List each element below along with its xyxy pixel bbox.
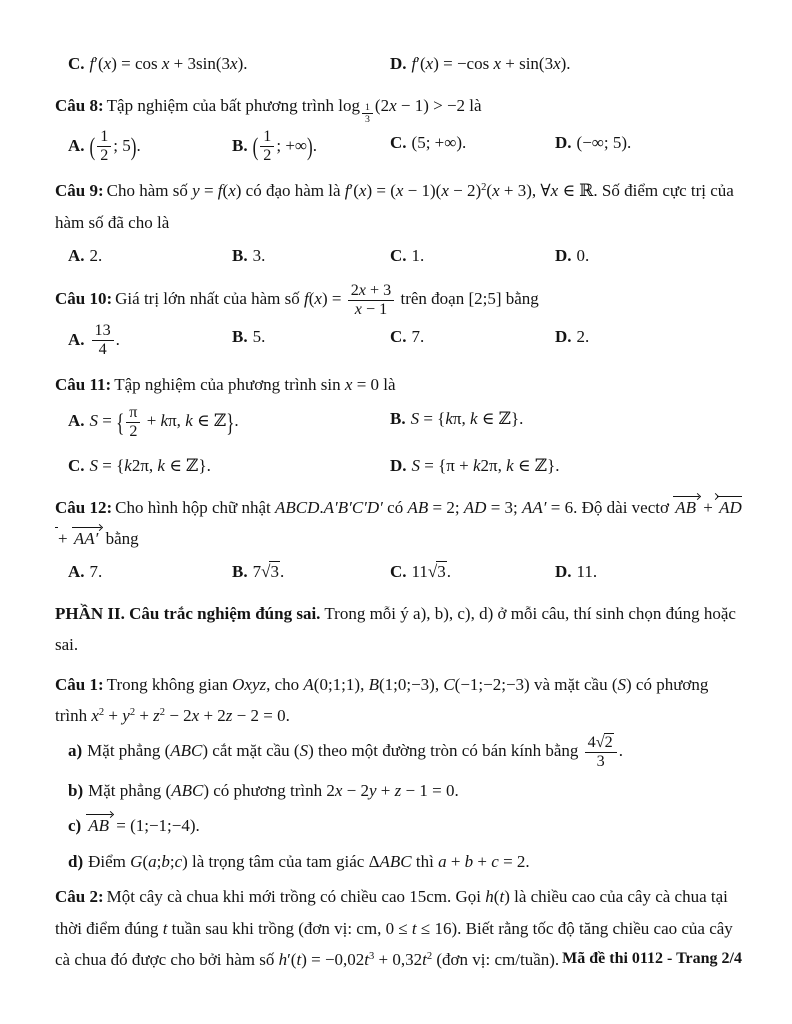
option-11a-label: A.: [68, 411, 85, 431]
option-11c-text: S = {k2π, k ∈ ℤ}.: [89, 455, 211, 475]
p2-question-2-text: Một cây cà chua khi mới trồng có chiều cao 15cm. Gọi h(t) là chiều cao của cây cà chua tại thời điểm đúng t tuần sau khi trồng (đơn vị: cm, 0 ≤ t ≤ 16). Biết rằng tốc độ tăng chiều cao của cây cà chua đó được cho bởi hàm số $h'(t) = -0,02t^3 + 0,32t^2$ (đơn vị: cm/tuần).: [55, 887, 733, 970]
option-11a: [68, 404, 390, 441]
question-11-stem: [55, 369, 742, 400]
option-8a-text: ( $\frac{1}{2}$ ; 5).: [89, 128, 141, 165]
question-12-stem: [55, 492, 742, 555]
question-11-text: Tập nghiệm của phương trình sin x = 0 là: [114, 375, 396, 395]
p2-q1-item-b-text: Mặt phẳng (ABC) có phương trình 2x − 2y + z − 1 = 0.: [88, 780, 459, 800]
p2-question-1-stem: [55, 669, 742, 732]
question-9-label: Câu 9:: [55, 181, 104, 201]
option-11b-text: S = {kπ, k ∈ ℤ}.: [410, 408, 524, 428]
option-7d-label: D.: [390, 54, 407, 73]
option-9a-text: 2.: [89, 246, 103, 266]
option-10a-text: $\frac{13}{4}$ .: [90, 330, 120, 349]
option-7c-text: f′(x) = cos x + 3sin(3x).: [89, 54, 248, 73]
option-10a-label: A.: [68, 329, 85, 349]
option-10d: [555, 322, 742, 359]
option-7c: [68, 49, 390, 80]
option-10c: [390, 322, 555, 359]
question-11-options-row1: [68, 404, 742, 441]
question-9-stem: [55, 175, 742, 238]
p2-q1-item-c-label: c): [68, 816, 82, 836]
option-12d: [555, 557, 742, 588]
option-12a: [68, 557, 232, 588]
option-9c-text: 1.: [411, 246, 425, 266]
question-12-text: Cho hình hộp chữ nhật ABCD.A′B′C′D′ có AB = 2; AD = 3; AA′ = 6. Độ dài vectơ AB + AD + AA′ bằng: [55, 496, 742, 548]
option-12d-label: D.: [555, 562, 572, 582]
option-9c-label: C.: [390, 246, 407, 266]
option-12a-label: A.: [68, 562, 85, 582]
question-10-label: Câu 10:: [55, 289, 113, 309]
p2-q1-item-a-text: Mặt phẳng (ABC) cắt mặt cầu (S) theo một đường tròn có bán kính bằng $\frac{4√2}{3}$ .: [87, 733, 623, 770]
option-7d: [390, 49, 742, 80]
option-8c-label: C.: [390, 133, 407, 153]
p2-q1-item-d: [68, 846, 742, 877]
option-11d-text: S = {π + k2π, k ∈ ℤ}.: [411, 455, 560, 475]
question-7-options: [68, 49, 742, 80]
option-12b-label: B.: [232, 562, 248, 582]
question-9-text: Cho hàm số y = f(x) có đạo hàm là $f'(x) = (x - 1)(x - 2)^2(x + 3)$, ∀x ∈ ℝ. Số điểm cực trị của hàm số đã cho là: [55, 181, 734, 232]
option-12d-text: 11.: [576, 562, 598, 582]
option-8c-text: (5; +∞).: [411, 133, 467, 153]
question-9-options: [68, 241, 742, 272]
p2-q1-item-c-text: AB = (1;−1;−4).: [88, 816, 200, 836]
question-10-text: Giá trị lớn nhất của hàm số f(x) = $\frac{2x + 3}{x - 1}$ trên đoạn [2;5] bằng: [115, 281, 539, 319]
option-9d-text: 0.: [576, 246, 590, 266]
p2-question-1-text: Trong không gian Oxyz, cho A(0;1;1), B(1;0;−3), C(−1;−2;−3) và mặt cầu (S) có phương trình $x^2 + y^2 + z^2 - 2x + 2z - 2 = 0$.: [55, 674, 709, 726]
option-8b-text: ( $\frac{1}{2}$ ; +∞).: [252, 128, 317, 165]
option-8b: [232, 128, 390, 165]
option-11c: [68, 451, 390, 482]
option-9a-label: A.: [68, 246, 85, 266]
option-9b-label: B.: [232, 246, 248, 266]
option-10c-label: C.: [390, 327, 407, 347]
option-9a: [68, 241, 232, 272]
p2-q1-item-b: [68, 775, 742, 806]
option-12b: [232, 557, 390, 588]
question-12-options: [68, 557, 742, 588]
option-10b-text: 5.: [252, 327, 266, 347]
p2-question-2-label: Câu 2:: [55, 887, 104, 907]
question-10-stem: [55, 282, 742, 319]
option-10b: [232, 322, 390, 359]
option-9d: [555, 241, 742, 272]
option-12c-text: 11√3.: [411, 562, 451, 582]
option-10b-label: B.: [232, 327, 248, 347]
question-8-stem: [55, 90, 742, 126]
option-8a: [68, 128, 232, 165]
part2-heading: [55, 598, 742, 661]
option-7d-text: f′(x) = −cos x + sin(3x).: [411, 54, 571, 73]
option-11d: [390, 451, 742, 482]
option-11c-label: C.: [68, 455, 85, 475]
option-8a-label: A.: [68, 135, 85, 155]
p2-q1-item-d-text: Điểm G(a;b;c) là trọng tâm của tam giác ΔABC thì a + b + c = 2.: [88, 851, 530, 871]
question-12-label: Câu 12:: [55, 497, 113, 517]
option-7c-label: C.: [68, 54, 85, 73]
question-8-text: Tập nghiệm của bất phương trình log $_{\frac{1}{3}}$ (2x − 1) > −2 là: [106, 95, 482, 126]
p2-q1-item-c: [68, 810, 742, 841]
option-10c-text: 7.: [411, 327, 425, 347]
option-12a-text: 7.: [89, 562, 103, 582]
page-footer: Mã đề thi 0112 - Trang 2/4: [562, 950, 742, 967]
option-12b-text: 7√3.: [252, 562, 285, 582]
p2-q1-item-b-label: b): [68, 780, 84, 800]
p2-q1-item-d-label: d): [68, 851, 84, 871]
option-9d-label: D.: [555, 246, 572, 266]
option-11b-label: B.: [390, 408, 406, 428]
option-8d-label: D.: [555, 133, 572, 153]
question-11-options-row2: [68, 451, 742, 482]
option-9b: [232, 241, 390, 272]
option-10d-text: 2.: [576, 327, 590, 347]
option-10d-label: D.: [555, 327, 572, 347]
option-9b-text: 3.: [252, 246, 266, 266]
part2-heading-rest: Trong mỗi ý a), b), c), d) ở mỗi câu, thí sinh chọn đúng hoặc sai.: [55, 604, 736, 655]
option-11a-text: S = { $\frac{\pi}{2}$ + kπ, k ∈ ℤ}.: [89, 403, 239, 440]
option-9c: [390, 241, 555, 272]
question-10-options: [68, 322, 742, 359]
p2-q1-item-a-label: a): [68, 741, 83, 761]
part2-heading-bold: PHẦN II. Câu trắc nghiệm đúng sai.: [55, 604, 321, 623]
p2-question-1-label: Câu 1:: [55, 674, 104, 694]
option-12c-label: C.: [390, 562, 407, 582]
option-11d-label: D.: [390, 455, 407, 475]
question-8-label: Câu 8:: [55, 95, 104, 115]
option-12c: [390, 557, 555, 588]
option-8d: [555, 128, 742, 165]
option-8c: [390, 128, 555, 165]
question-8-options: [68, 128, 742, 165]
option-11b: [390, 404, 742, 441]
option-10a: [68, 322, 232, 359]
option-8d-text: (−∞; 5).: [576, 133, 632, 153]
question-11-label: Câu 11:: [55, 375, 112, 395]
p2-q1-item-a: [68, 734, 742, 771]
option-8b-label: B.: [232, 135, 248, 155]
